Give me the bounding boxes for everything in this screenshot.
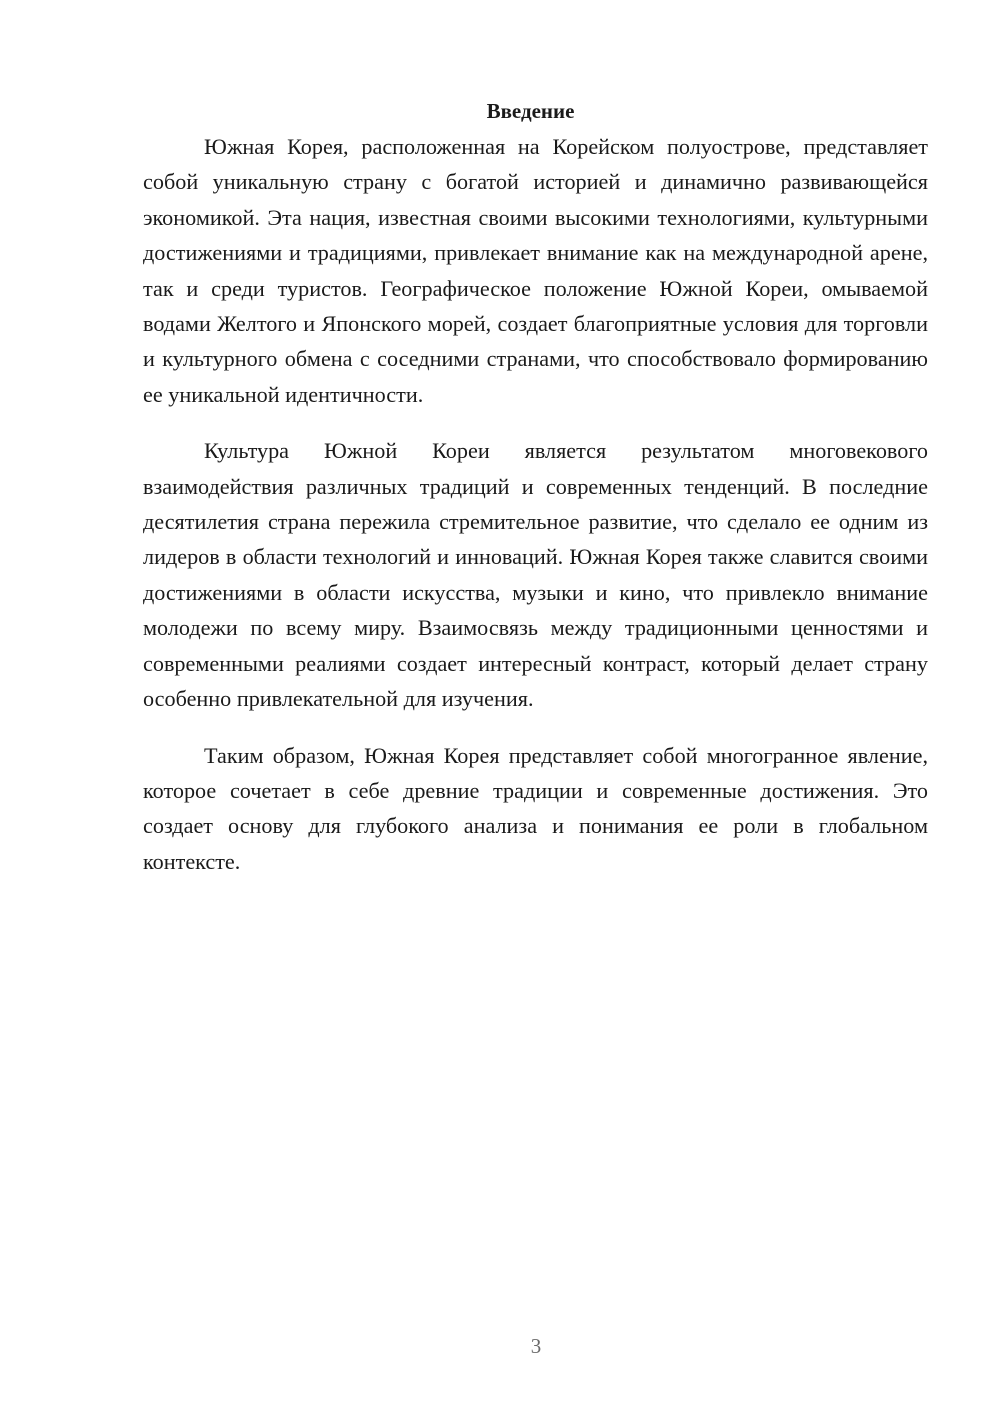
paragraph-2: Культура Южной Кореи является результатом многовекового взаимодействия различных традиций и современных тенденций. В последние десятилетия страна пережила стремительное развитие, что сделало ее одним из лидеров в области технологий и инноваций. Южная Корея также славится своими достижениями в области искусства, музыки и кино, что привлекло внимание молодежи по всему миру. Взаимосвязь между традиционными ценностями и современными реалиями создает интересный контраст, который делает страну особенно привлекательной для изучения. <box>143 438 928 712</box>
paragraph-3: Таким образом, Южная Корея представляет собой многогранное явление, которое сочетает в себе древние традиции и современные достижения. Это создает основу для глубокого анализа и понимания ее роли в глобальном контексте. <box>143 742 928 874</box>
page-body <box>143 94 928 900</box>
section-heading: Введение <box>486 99 575 123</box>
page-number: 3 <box>530 1334 542 1358</box>
paragraph-1: Южная Корея, расположенная на Корейском полуострове, представляет собой уникальную страну с богатой историей и динамично развивающейся экономикой. Эта нация, известная своими высокими технологиями, культурными достижениями и традициями, привлекает внимание как на международной арене, так и среди туристов. Географическое положение Южной Кореи, омываемой водами Желтого и Японского морей, создает благоприятные условия для торговли и культурного обмена с соседними странами, что способствовало формированию ее уникальной идентичности. <box>143 134 928 407</box>
